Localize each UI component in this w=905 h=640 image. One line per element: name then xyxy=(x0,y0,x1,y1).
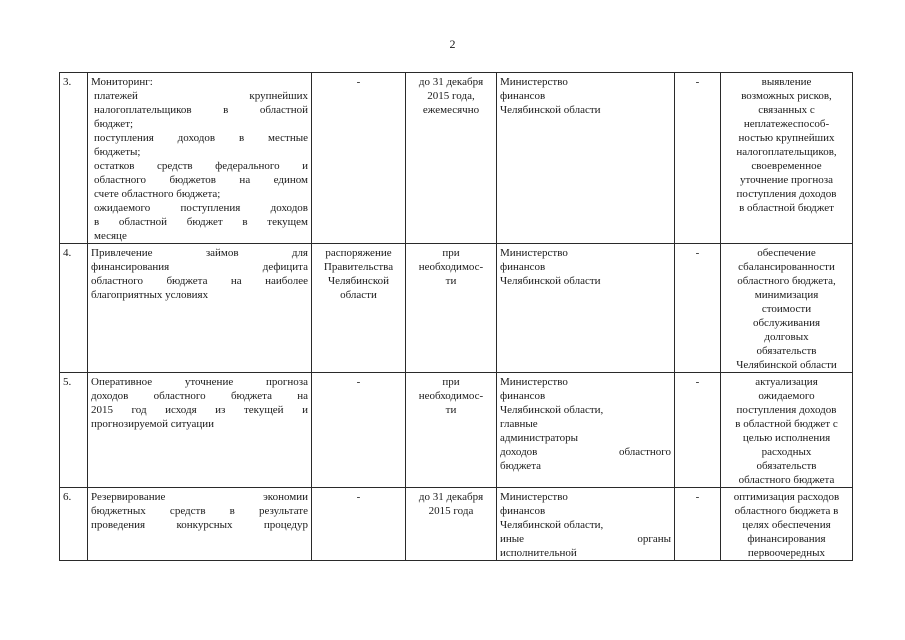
executor-cell xyxy=(497,373,675,488)
executor-line: иные органы xyxy=(500,533,671,545)
result-line: минимизация xyxy=(754,289,819,301)
executor-line: доходов областного xyxy=(500,446,671,458)
event-line: прогнозируемой ситуации xyxy=(91,418,215,430)
result-line: финансирования xyxy=(747,533,826,545)
result-cell xyxy=(721,244,853,373)
executor-line: Министерство xyxy=(500,76,568,88)
basis-line: Правительства xyxy=(323,261,394,273)
result-line: обязательств xyxy=(756,345,817,357)
term-line: при xyxy=(442,247,460,259)
table-row xyxy=(60,244,853,373)
executor-line: финансов xyxy=(500,261,546,273)
executor-line: Челябинской области, xyxy=(500,519,604,531)
result-line: связанных с xyxy=(758,104,815,116)
executor-line: главные xyxy=(500,418,538,430)
result-line: целью исполнения xyxy=(742,432,831,444)
result-line: первоочередных xyxy=(747,547,826,559)
executor-cell xyxy=(497,244,675,373)
event-cell xyxy=(88,244,312,373)
result-line: уточнение прогноза xyxy=(739,174,834,186)
event-cell xyxy=(88,73,312,244)
result-line: поступления доходов xyxy=(736,188,837,200)
result-line: обязательств xyxy=(756,460,817,472)
result-line: в областной бюджет xyxy=(739,202,834,214)
event-line: доходов областного бюджета на xyxy=(91,390,308,402)
event-line: остатков средств федерального и xyxy=(94,160,308,172)
table-row xyxy=(60,73,853,244)
event-line: в областной бюджет в текущем xyxy=(94,216,308,228)
result-line: в областной бюджет с xyxy=(735,418,838,430)
event-line: бюджеты; xyxy=(94,146,141,158)
basis-cell xyxy=(312,244,406,373)
event-line: Мониторинг: xyxy=(91,76,153,88)
term-cell xyxy=(406,373,497,488)
executor-line: бюджета xyxy=(500,460,542,472)
term-cell xyxy=(406,488,497,561)
cost-cell: - xyxy=(675,244,721,373)
event-line: благоприятных условиях xyxy=(91,289,209,301)
page-number: 2 xyxy=(449,37,456,51)
result-line: своевременное xyxy=(751,160,822,172)
cost-cell: - xyxy=(675,73,721,244)
executor-line: Министерство xyxy=(500,491,568,503)
event-cell xyxy=(88,488,312,561)
executor-line: Министерство xyxy=(500,247,568,259)
event-cell xyxy=(88,373,312,488)
basis-cell: - xyxy=(312,373,406,488)
term-line: 2015 года xyxy=(428,505,474,517)
result-line: областного бюджета xyxy=(738,474,835,486)
event-line: финансирования дефицита xyxy=(91,261,308,273)
executor-line: Челябинской области, xyxy=(500,404,604,416)
executor-line: администраторы xyxy=(500,432,579,444)
table-row xyxy=(60,373,853,488)
result-line: сбалансированности xyxy=(738,261,835,273)
event-line: 2015 год исходя из текущей и xyxy=(91,404,308,416)
event-line: проведения конкурсных процедур xyxy=(91,519,308,531)
event-line: платежей крупнейших xyxy=(94,90,308,102)
event-line: поступления доходов в местные xyxy=(94,132,308,144)
basis-cell: - xyxy=(312,73,406,244)
result-line: ожидаемого xyxy=(758,390,815,402)
measures-table xyxy=(59,72,853,561)
executor-line: финансов xyxy=(500,505,546,517)
executor-line: Челябинской области xyxy=(500,104,601,116)
term-cell xyxy=(406,73,497,244)
event-line: бюджет; xyxy=(94,118,134,130)
executor-line: исполнительной xyxy=(500,547,577,559)
result-cell xyxy=(721,488,853,561)
term-line: ежемесячно xyxy=(422,104,480,116)
event-line: Привлечение займов для xyxy=(91,247,308,259)
executor-cell xyxy=(497,73,675,244)
basis-cell: - xyxy=(312,488,406,561)
cost-cell: - xyxy=(675,373,721,488)
event-line: месяце xyxy=(94,230,127,242)
term-line: необходимос- xyxy=(418,261,484,273)
row-number: 3. xyxy=(60,73,88,244)
result-line: областного бюджета, xyxy=(737,275,836,287)
result-line: обслуживания xyxy=(752,317,821,329)
result-line: целях обеспечения xyxy=(742,519,831,531)
row-number: 5. xyxy=(60,373,88,488)
executor-line: Челябинской области xyxy=(500,275,601,287)
executor-line: финансов xyxy=(500,90,546,102)
event-line: бюджетных средств в результате xyxy=(91,505,308,517)
event-line: Оперативное уточнение прогноза xyxy=(91,376,308,388)
term-line: 2015 года, xyxy=(427,90,475,102)
term-line: ти xyxy=(445,404,457,416)
result-cell xyxy=(721,373,853,488)
event-line: областного бюджета на наиболее xyxy=(91,275,308,287)
result-line: ностью крупнейших xyxy=(738,132,835,144)
term-line: ти xyxy=(445,275,457,287)
basis-line: области xyxy=(340,289,377,301)
result-line: расходных xyxy=(761,446,812,458)
result-line: областного бюджета в xyxy=(734,505,839,517)
result-line: оптимизация расходов xyxy=(733,491,840,503)
basis-line: Челябинской xyxy=(327,275,389,287)
event-line: Резервирование экономии xyxy=(91,491,308,503)
row-number: 4. xyxy=(60,244,88,373)
executor-line: финансов xyxy=(500,390,546,402)
event-line: счете областного бюджета; xyxy=(94,188,221,200)
cost-cell: - xyxy=(675,488,721,561)
result-line: налогоплательщиков, xyxy=(736,146,837,158)
result-line: Челябинской области xyxy=(736,359,837,371)
term-line: необходимос- xyxy=(418,390,484,402)
term-line: до 31 декабря xyxy=(418,76,484,88)
table-row xyxy=(60,488,853,561)
result-line: выявление xyxy=(761,76,812,88)
result-line: актуализация xyxy=(755,376,818,388)
executor-cell xyxy=(497,488,675,561)
result-line: поступления доходов xyxy=(736,404,837,416)
term-line: до 31 декабря xyxy=(418,491,484,503)
term-cell xyxy=(406,244,497,373)
basis-line: распоряжение xyxy=(325,247,392,259)
result-line: обеспечение xyxy=(757,247,816,259)
result-line: неплатежеспособ- xyxy=(743,118,830,130)
event-line: ожидаемого поступления доходов xyxy=(94,202,308,214)
row-number: 6. xyxy=(60,488,88,561)
result-line: возможных рисков, xyxy=(741,90,832,102)
result-line: долговых xyxy=(764,331,809,343)
executor-line: Министерство xyxy=(500,376,568,388)
result-cell xyxy=(721,73,853,244)
term-line: при xyxy=(442,376,460,388)
event-line: налогоплательщиков в областной xyxy=(94,104,308,116)
result-line: стоимости xyxy=(761,303,812,315)
event-line: областного бюджетов на едином xyxy=(94,174,308,186)
